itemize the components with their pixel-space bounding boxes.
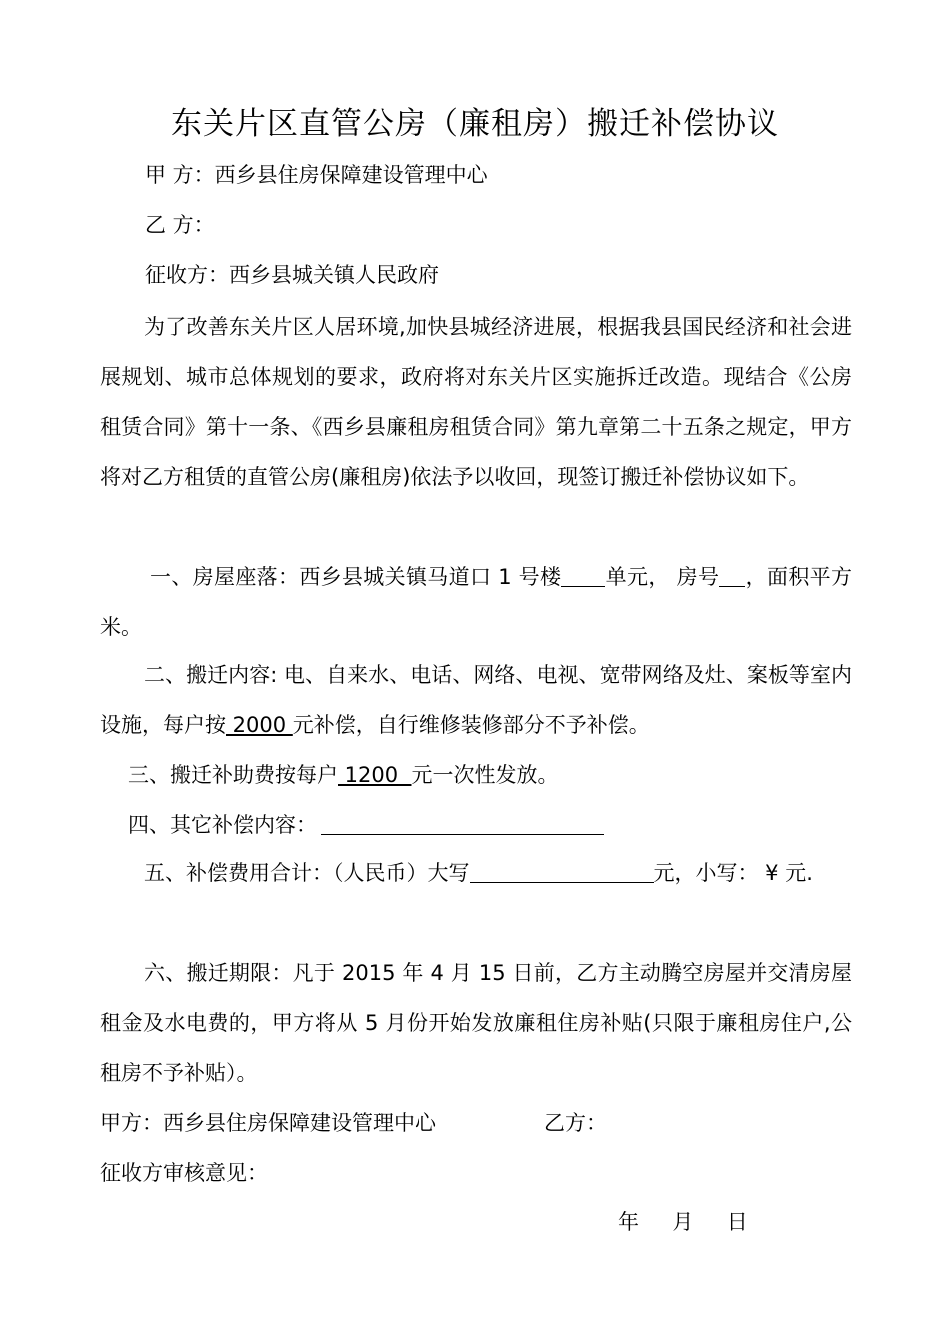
- clause-3-amount: 1200: [338, 763, 412, 787]
- clause-1-prefix: 一、房屋座落：西乡县城关镇马道口 1 号楼: [150, 565, 562, 589]
- clause-4-prefix: 四、其它补偿内容：: [128, 813, 317, 837]
- clause-1-mid: 单元， 房号: [605, 565, 720, 589]
- clause-5: [100, 848, 852, 898]
- signature-date: 年 月 日: [618, 1210, 748, 1234]
- clause-1-suffix: ，面积平方米。: [100, 565, 852, 639]
- clause-3-suffix: 元一次性发放。: [411, 763, 559, 787]
- clause-6: 六、搬迁期限：凡于 2015 年 4 月 15 日前，乙方主动腾空房屋并交清房屋租金及水电费的，甲方将从 5 月份开始发放廉租住房补贴(只限于廉租房住户,公租房不予补贴）。: [100, 961, 852, 1085]
- other-compensation-blank: [321, 812, 604, 835]
- unit-blank: [561, 564, 605, 587]
- clause-5-mid: 元，小写： ¥: [653, 861, 779, 885]
- clause-2: [100, 650, 852, 750]
- clause-4: [128, 810, 604, 840]
- sign-party-a: 甲方：西乡县住房保障建设管理中心: [100, 1111, 436, 1135]
- review-opinion: 征收方审核意见：: [100, 1161, 268, 1185]
- intro-paragraph: 为了改善东关片区人居环境,加快县城经济进展，根据我县国民经济和社会进展规划、城市总体规划的要求，政府将对东关片区实施拆迁改造。现结合《公房租赁合同》第十一条、《西乡县廉租房租赁合同》第九章第二十五条之规定，甲方将对乙方租赁的直管公房(廉租房)依法予以收回，现签订搬迁补偿协议如下。: [100, 315, 852, 489]
- clause-5-prefix: 五、补偿费用合计：（人民币）大写: [144, 861, 470, 885]
- clause-3-prefix: 三、搬迁补助费按每户: [128, 763, 338, 787]
- party-a: 甲 方：西乡县住房保障建设管理中心: [145, 163, 488, 187]
- clause-2-amount: 2000: [226, 713, 293, 737]
- clause-2-prefix: 二、搬迁内容: 电、自来水、电话、网络、电视、宽带网络及灶、案板等室内设施，每户按: [100, 663, 852, 737]
- sign-party-b: 乙方：: [544, 1111, 607, 1135]
- amount-words-blank: [470, 860, 654, 883]
- collector: 征收方：西乡县城关镇人民政府: [145, 263, 439, 287]
- clause-5-suffix: 元.: [785, 861, 813, 885]
- clause-2-suffix: 元补偿，自行维修装修部分不予补偿。: [292, 713, 650, 737]
- room-number-blank: [719, 564, 745, 587]
- clause-3: [128, 760, 558, 790]
- clause-1: [100, 552, 852, 652]
- party-b: 乙 方：: [145, 213, 215, 237]
- document-title: 东关片区直管公房（廉租房）搬迁补偿协议: [171, 106, 779, 142]
